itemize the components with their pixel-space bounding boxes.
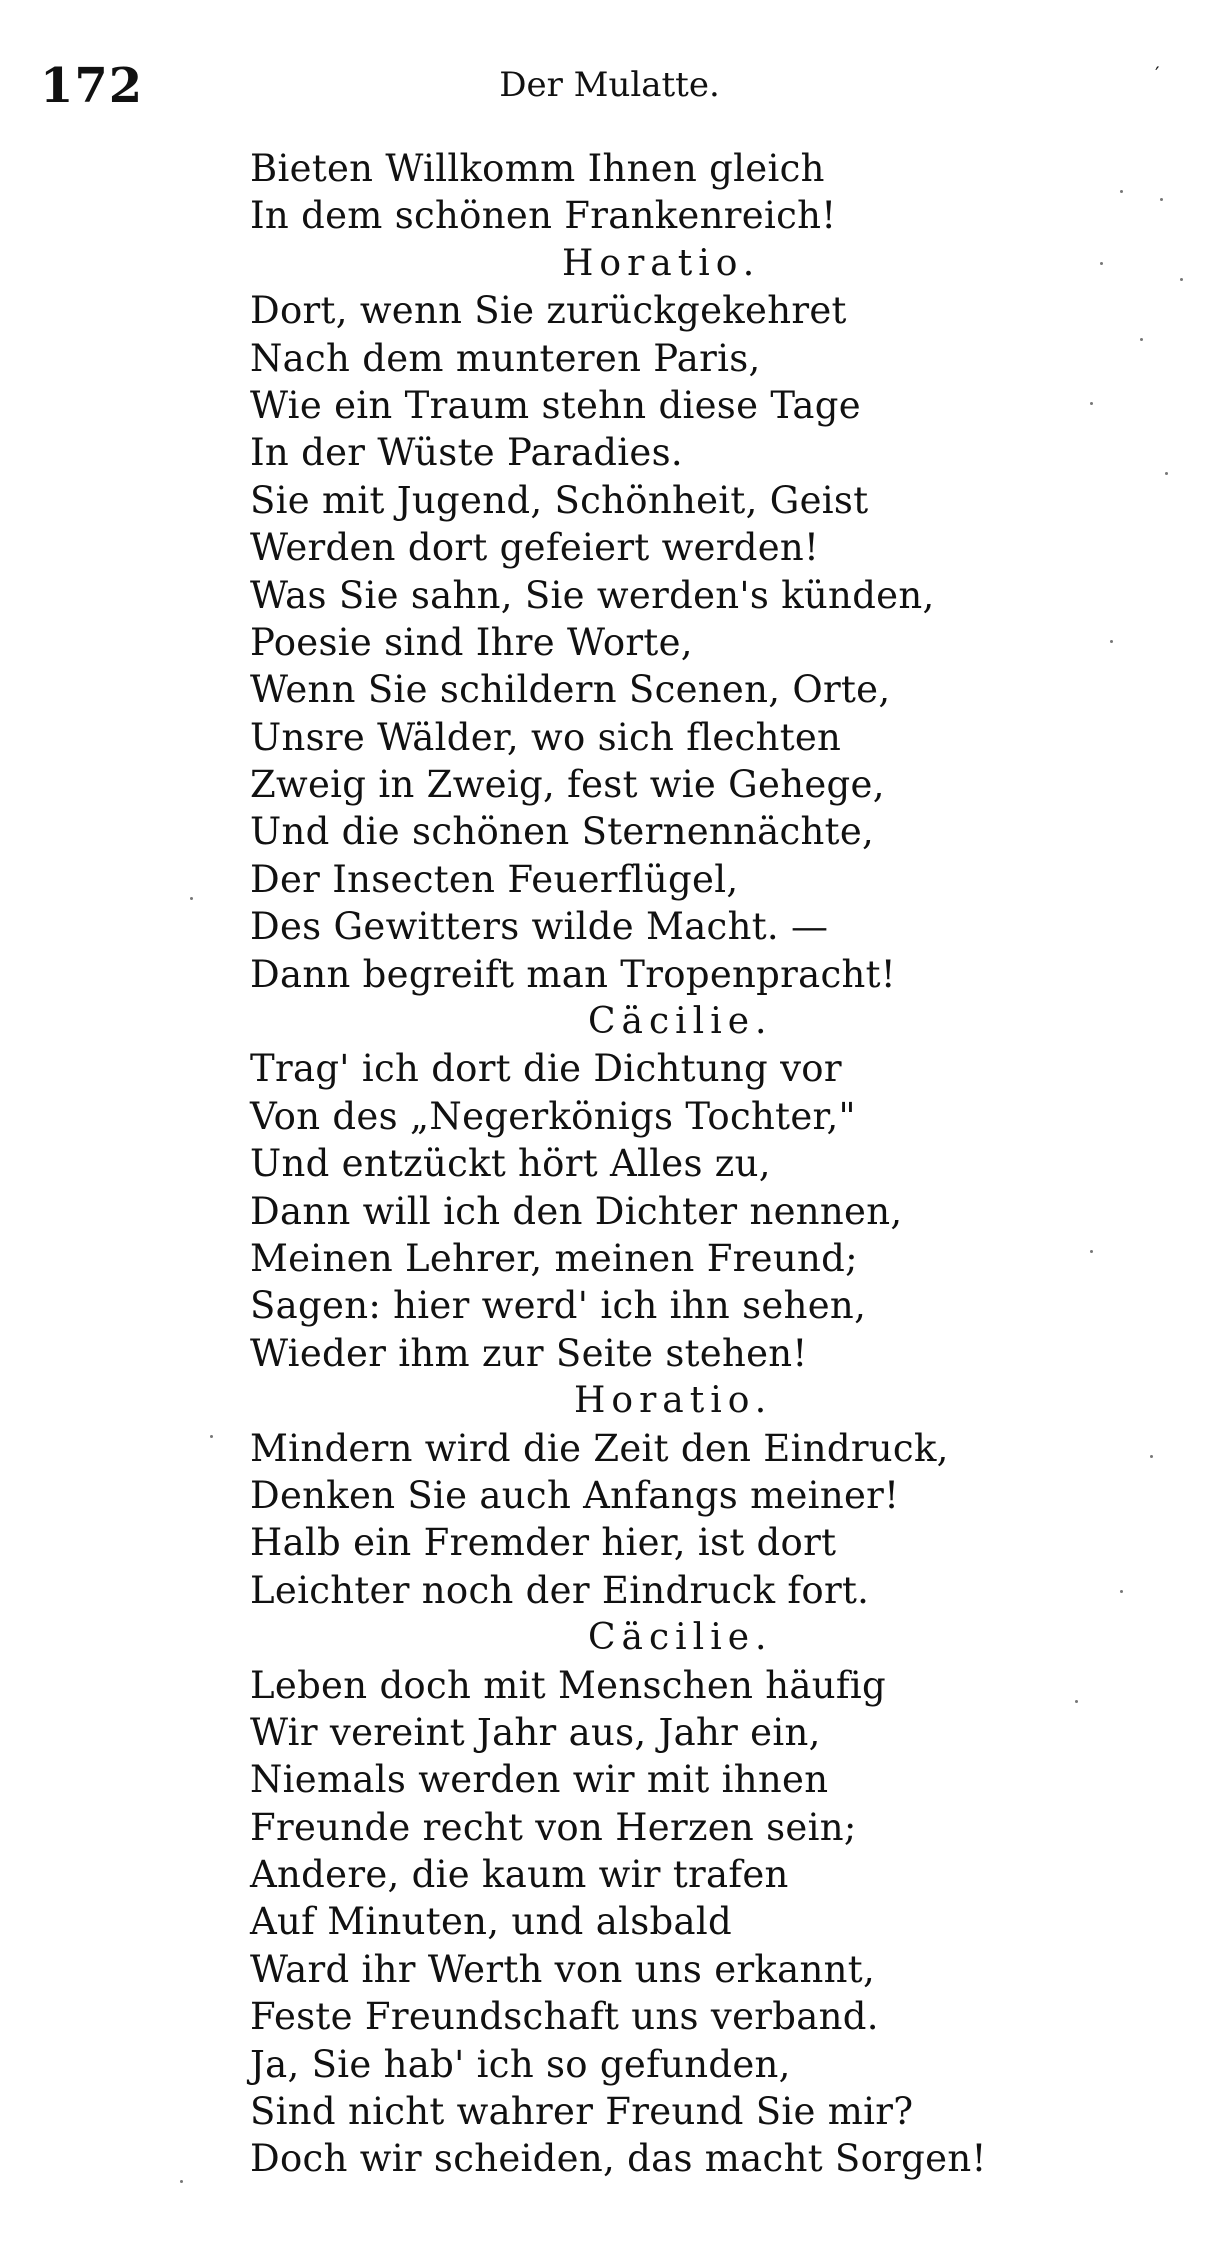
verse-line: In der Wüste Paradies. xyxy=(250,431,683,475)
verse-line: Mindern wird die Zeit den Eindruck, xyxy=(250,1426,949,1470)
speaker-name: Horatio. xyxy=(562,242,761,284)
verse-line: Doch wir scheiden, das macht Sorgen! xyxy=(250,2137,987,2181)
scan-speck xyxy=(1150,1455,1153,1458)
verse-line: Denken Sie auch Anfangs meiner! xyxy=(250,1473,900,1517)
verse-line: Ward ihr Werth von uns erkannt, xyxy=(250,1947,876,1991)
scan-speck xyxy=(180,2180,183,2183)
verse-line: Und entzückt hört Alles zu, xyxy=(250,1142,771,1186)
verse-line: Dann begreift man Tropenpracht! xyxy=(250,952,896,996)
verse-line: Wieder ihm zur Seite stehen! xyxy=(250,1331,808,1375)
speaker-name: Cäcilie. xyxy=(588,1617,773,1659)
verse-line: Sie mit Jugend, Schönheit, Geist xyxy=(250,478,869,522)
verse-line: Was Sie sahn, Sie werden's künden, xyxy=(250,573,935,617)
verse-line: Leichter noch der Eindruck fort. xyxy=(250,1568,870,1612)
verse-line: Feste Freundschaft uns verband. xyxy=(250,1995,879,2039)
verse-line: Poesie sind Ihre Worte, xyxy=(250,620,693,664)
speaker-name: Cäcilie. xyxy=(588,1001,773,1043)
verse-line: Nach dem munteren Paris, xyxy=(250,336,761,380)
page-number: 172 xyxy=(40,58,144,114)
verse-line: Meinen Lehrer, meinen Freund; xyxy=(250,1236,858,1280)
speech-cacilie xyxy=(250,998,1150,1377)
verse-line: Ja, Sie hab' ich so gefunden, xyxy=(250,2042,791,2086)
verse-line: Freunde recht von Herzen sein; xyxy=(250,1805,857,1849)
verse-line: Andere, die kaum wir trafen xyxy=(250,1853,789,1897)
speech-cacilie xyxy=(250,1614,1150,2183)
verse-line: Wenn Sie schildern Scenen, Orte, xyxy=(250,668,891,712)
verse-line: Zweig in Zweig, fest wie Gehege, xyxy=(250,763,885,807)
running-head: Der Mulatte. xyxy=(499,65,720,105)
speech-horatio xyxy=(250,240,1150,998)
verse-line: Sind nicht wahrer Freund Sie mir? xyxy=(250,2090,914,2134)
scan-speck xyxy=(190,897,193,900)
verse-line: Trag' ich dort die Dichtung vor xyxy=(250,1047,842,1091)
speech-horatio xyxy=(250,1377,1150,1614)
verse-line: Dort, wenn Sie zurückgekehret xyxy=(250,289,847,333)
verse-passage xyxy=(250,145,1150,240)
verse-line: Leben doch mit Menschen häufig xyxy=(250,1663,887,1707)
scan-speck xyxy=(210,1435,213,1438)
verse-line: Der Insecten Feuerflügel, xyxy=(250,857,739,901)
verse-line: Dann will ich den Dichter nennen, xyxy=(250,1189,903,1233)
verse-line: Halb ein Fremder hier, ist dort xyxy=(250,1521,837,1565)
verse-line: In dem schönen Frankenreich! xyxy=(250,194,837,238)
verse-line: Unsre Wälder, wo sich flechten xyxy=(250,715,842,759)
verse-line: Des Gewitters wilde Macht. — xyxy=(250,905,829,949)
scan-speck xyxy=(1180,278,1183,281)
verse-line: Wir vereint Jahr aus, Jahr ein, xyxy=(250,1710,821,1754)
verse-line: Wie ein Traum stehn diese Tage xyxy=(250,383,861,427)
speaker-name: Horatio. xyxy=(574,1380,773,1422)
verse-line: Bieten Willkomm Ihnen gleich xyxy=(250,147,825,190)
verse-text xyxy=(250,145,1150,2183)
scan-speck xyxy=(1160,198,1163,201)
verse-line: Sagen: hier werd' ich ihn sehen, xyxy=(250,1284,867,1328)
margin-mark: ′ xyxy=(1155,62,1160,86)
scan-speck xyxy=(1165,472,1168,475)
verse-line: Auf Minuten, und alsbald xyxy=(250,1900,732,1944)
verse-line: Werden dort gefeiert werden! xyxy=(250,526,820,570)
verse-line: Von des „Negerkönigs Tochter," xyxy=(250,1094,856,1138)
verse-line: Und die schönen Sternennächte, xyxy=(250,810,875,854)
verse-line: Niemals werden wir mit ihnen xyxy=(250,1758,829,1802)
